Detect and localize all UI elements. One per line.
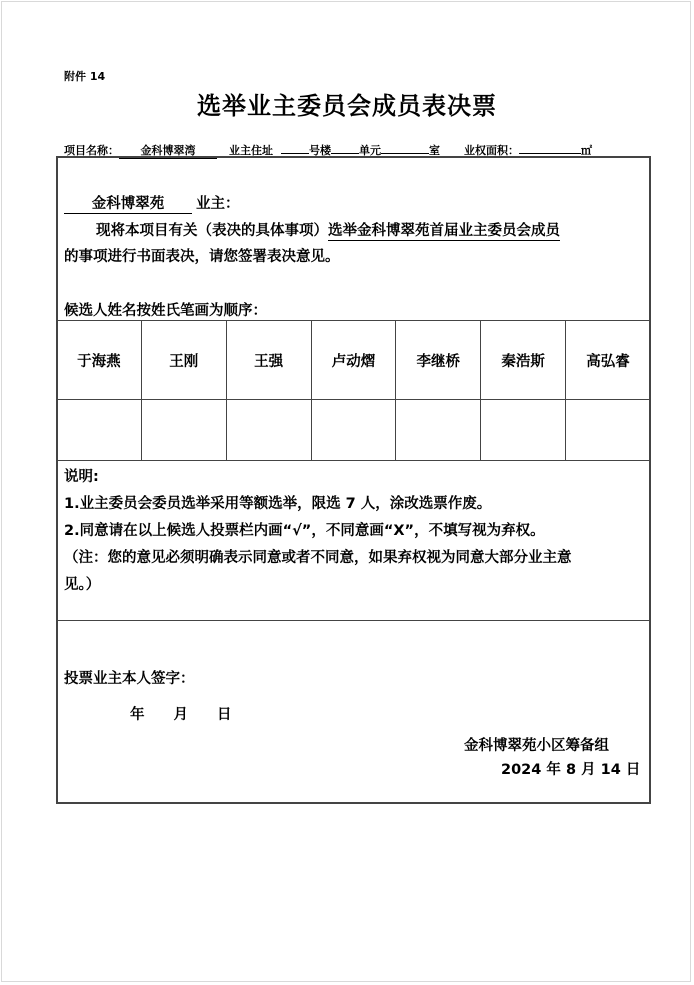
matter-underlined: 选举金科博翠苑首届业主委员会成员 (328, 219, 560, 241)
salutation-community: 金科博翠苑 (64, 192, 192, 214)
salutation-suffix: 业主： (196, 196, 240, 212)
section-divider (56, 620, 651, 621)
room-field[interactable] (381, 142, 429, 154)
candidate-name: 高弘睿 (566, 321, 651, 400)
vote-cell[interactable] (311, 400, 396, 461)
annex-label: 附件 14 (64, 70, 106, 83)
candidate-name: 秦浩斯 (481, 321, 566, 400)
candidate-name: 王刚 (141, 321, 226, 400)
note-item-2: 2.同意请在以上候选人投票栏内画“√”，不同意画“X”，不填写视为弃权。 (64, 523, 545, 539)
candidates-intro: 候选人姓名按姓氏笔画为顺序： (64, 303, 267, 319)
candidate-name: 卢动熠 (311, 321, 396, 400)
vote-cell[interactable] (396, 400, 481, 461)
project-label: 项目名称： (64, 144, 119, 157)
area-label: 业权面积： (464, 144, 519, 157)
note-item-3-line-2: 见。） (64, 577, 101, 593)
vote-cell[interactable] (481, 400, 566, 461)
ballot-title: 选举业主委员会成员表决票 (197, 92, 497, 120)
notes-heading: 说明: (64, 469, 99, 485)
body-line-1-prefix: 现将本项目有关（表决的具体事项） (96, 223, 328, 239)
issue-date: 2024 年 8 月 14 日 (501, 762, 641, 778)
address-label: 业主住址 (229, 144, 273, 157)
vote-cell[interactable] (226, 400, 311, 461)
organizer-name: 金科博翠苑小区筹备组 (464, 738, 609, 754)
building-suffix: 号楼 (309, 144, 331, 157)
area-unit: ㎡ (581, 144, 592, 157)
salutation (64, 192, 240, 214)
body-line-1 (96, 219, 560, 241)
unit-suffix: 单元 (359, 144, 381, 157)
project-name-value: 金科博翠湾 (140, 144, 196, 157)
note-item-1: 1.业主委员会委员选举采用等额选举，限选 7 人，涂改选票作废。 (64, 496, 492, 512)
vote-row (57, 400, 651, 461)
note-item-3-line-1: （注：您的意见必须明确表示同意或者不同意，如果弃权视为同意大部分业主意 (64, 550, 572, 566)
building-field[interactable] (281, 142, 309, 154)
vote-cell[interactable] (141, 400, 226, 461)
unit-field[interactable] (331, 142, 359, 154)
candidate-name: 王强 (226, 321, 311, 400)
room-suffix: 室 (429, 144, 440, 157)
vote-cell[interactable] (57, 400, 142, 461)
signature-date-placeholder: 年 月 日 (130, 707, 232, 723)
candidate-name: 于海燕 (57, 321, 142, 400)
area-field[interactable] (519, 142, 581, 154)
body-line-2: 的事项进行书面表决，请您签署表决意见。 (64, 249, 340, 265)
candidate-names-row (57, 321, 651, 400)
vote-cell[interactable] (566, 400, 651, 461)
candidate-name: 李继桥 (396, 321, 481, 400)
candidate-table (56, 320, 651, 461)
signature-label: 投票业主本人签字： (64, 671, 195, 687)
